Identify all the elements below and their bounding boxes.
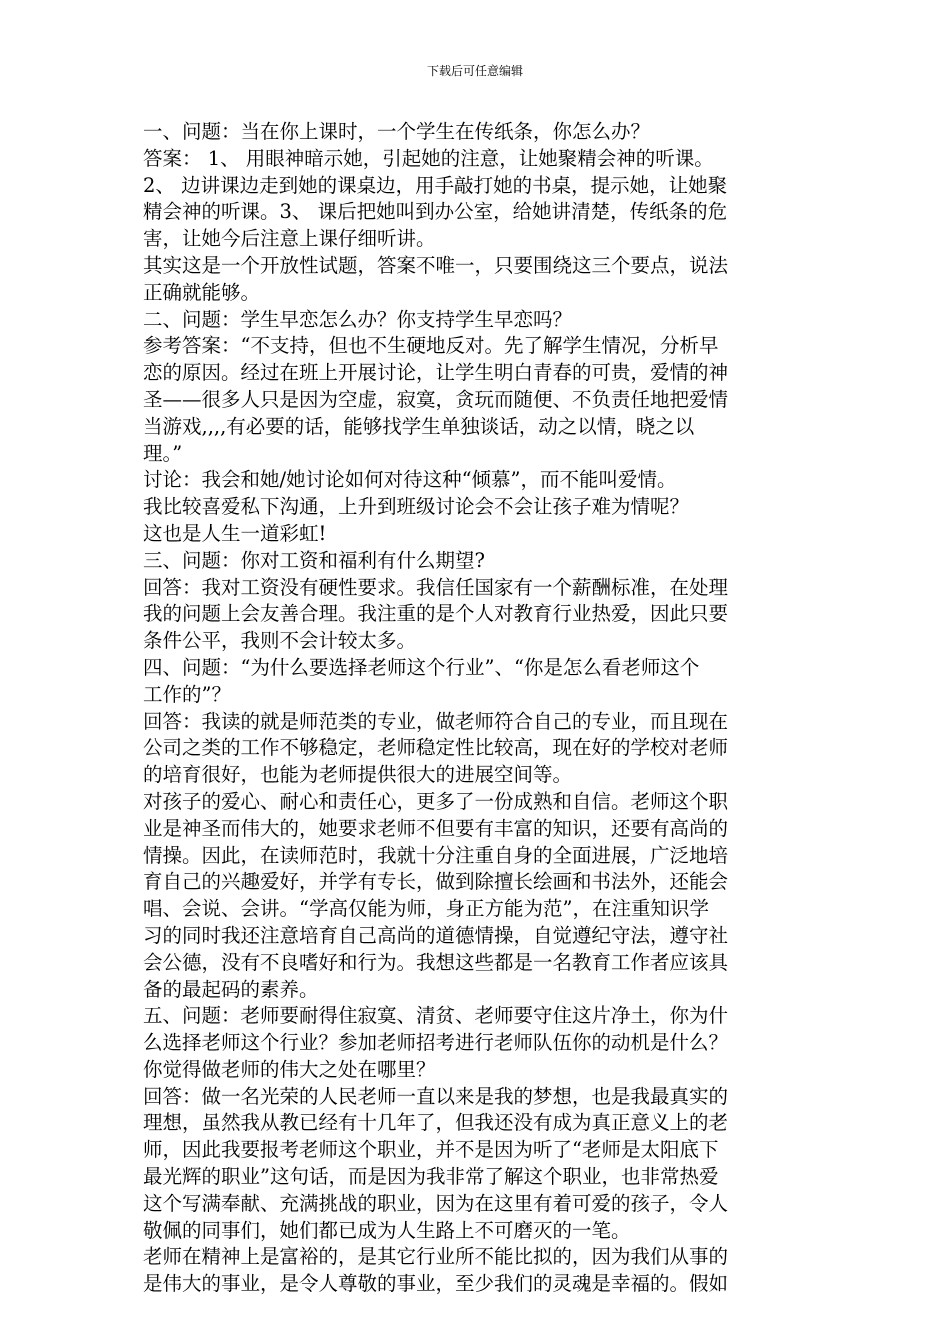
text-line: 这个写满奉献、充满挑战的职业，因为在这里有着可爱的孩子，令人 bbox=[143, 1191, 729, 1215]
text-line: 公司之类的工作不够稳定，老师稳定性比较高，现在好的学校对老师 bbox=[143, 736, 729, 760]
text-line: 讨论：我会和她/她讨论如何对待这种“倾慕”，而不能叫爱情。 bbox=[143, 468, 677, 492]
text-line: 育自己的兴趣爱好，并学有专长，做到除擅长绘画和书法外，还能会 bbox=[143, 870, 729, 894]
text-line: 2、 边讲课边走到她的课桌边，用手敲打她的书桌，提示她，让她聚 bbox=[143, 173, 728, 197]
text-line: 回答：我读的就是师范类的专业，做老师符合自己的专业，而且现在 bbox=[143, 709, 729, 733]
text-line: 习的同时我还注意培育自己高尚的道德情操，自觉遵纪守法，遵守社 bbox=[143, 923, 729, 947]
text-line: 的培育很好，也能为老师提供很大的进展空间等。 bbox=[143, 763, 573, 787]
text-line: 参考答案：“不支持，但也不生硬地反对。先了解学生情况，分析早 bbox=[143, 334, 719, 358]
page-header: 下载后可任意编辑 bbox=[426, 64, 523, 78]
text-line: 我的问题上会友善合理。我注重的是个人对教育行业热爱，因此只要 bbox=[143, 602, 729, 626]
text-line: 业是神圣而伟大的，她要求老师不但要有丰富的知识，还要有高尚的 bbox=[143, 816, 729, 840]
text-line: 师，因此我要报考老师这个职业，并不是因为听了“老师是太阳底下 bbox=[143, 1138, 719, 1162]
text-line: 这也是人生一道彩虹! bbox=[143, 521, 327, 545]
text-line: 老师在精神上是富裕的，是其它行业所不能比拟的，因为我们从事的 bbox=[143, 1245, 729, 1269]
text-line: 理。” bbox=[143, 441, 183, 465]
text-line: 最光辉的职业”这句话，而是因为我非常了解这个职业，也非常热爱 bbox=[143, 1165, 719, 1189]
text-line: 回答：我对工资没有硬性要求。我信任国家有一个薪酬标准，在处理 bbox=[143, 575, 729, 599]
text-line: 二、问题：学生早恋怎么办？你支持学生早恋吗？ bbox=[143, 307, 573, 331]
text-line: 么选择老师这个行业？参加老师招考进行老师队伍你的动机是什么？ bbox=[143, 1031, 729, 1055]
text-line: 五、问题：老师要耐得住寂寞、清贫、老师要守住这片净土，你为什 bbox=[143, 1004, 729, 1028]
text-line: 精会神的听课。3、 课后把她叫到办公室，给她讲清楚，传纸条的危 bbox=[143, 200, 728, 224]
text-line: 其实这是一个开放性试题，答案不唯一，只要围绕这三个要点，说法 bbox=[143, 253, 729, 277]
text-line: 理想，虽然我从教已经有十几年了，但我还没有成为真正意义上的老 bbox=[143, 1111, 729, 1135]
text-line: 唱、会说、会讲。“学高仅能为师，身正方能为范”，在注重知识学 bbox=[143, 897, 709, 921]
document-body bbox=[143, 119, 803, 1298]
text-line: 情操。因此，在读师范时，我就十分注重自身的全面进展，广泛地培 bbox=[143, 843, 729, 867]
text-line: 条件公平，我则不会计较太多。 bbox=[143, 629, 417, 653]
text-line: 四、问题：“为什么要选择老师这个行业”、“你是怎么看老师这个 bbox=[143, 655, 700, 679]
text-line: 我比较喜爱私下沟通，上升到班级讨论会不会让孩子难为情呢？ bbox=[143, 495, 690, 519]
text-line: 三、问题：你对工资和福利有什么期望? bbox=[143, 548, 485, 572]
text-line: 对孩子的爱心、耐心和责任心，更多了一份成熟和自信。老师这个职 bbox=[143, 789, 729, 813]
text-line: 回答：做一名光荣的人民老师一直以来是我的梦想，也是我最真实的 bbox=[143, 1084, 729, 1108]
text-line: 害，让她今后注意上课仔细听讲。 bbox=[143, 227, 436, 251]
text-line: 备的最起码的素养。 bbox=[143, 977, 319, 1001]
text-line: 你觉得做老师的伟大之处在哪里？ bbox=[143, 1057, 436, 1081]
text-line: 会公德，没有不良嗜好和行为。我想这些都是一名教育工作者应该具 bbox=[143, 950, 729, 974]
text-line: 正确就能够。 bbox=[143, 280, 261, 304]
text-line: 是伟大的事业，是令人尊敬的事业，至少我们的灵魂是幸福的。假如 bbox=[143, 1272, 729, 1296]
text-line: 恋的原因。经过在班上开展讨论，让学生明白青春的可贵，爱情的神 bbox=[143, 361, 729, 385]
text-line: 答案： 1、 用眼神暗示她，引起她的注意，让她聚精会神的听课。 bbox=[143, 146, 714, 170]
text-line: 敬佩的同事们，她们都已成为人生路上不可磨灭的一笔。 bbox=[143, 1218, 631, 1242]
text-line: 圣——很多人只是因为空虚，寂寞，贪玩而随便、不负责任地把爱情 bbox=[143, 387, 729, 411]
text-line: 当游戏,,,,有必要的话，能够找学生单独谈话，动之以情，晓之以 bbox=[143, 414, 695, 438]
text-line: 一、问题：当在你上课时，一个学生在传纸条，你怎么办？ bbox=[143, 120, 651, 143]
text-line: 工作的”？ bbox=[143, 682, 231, 706]
